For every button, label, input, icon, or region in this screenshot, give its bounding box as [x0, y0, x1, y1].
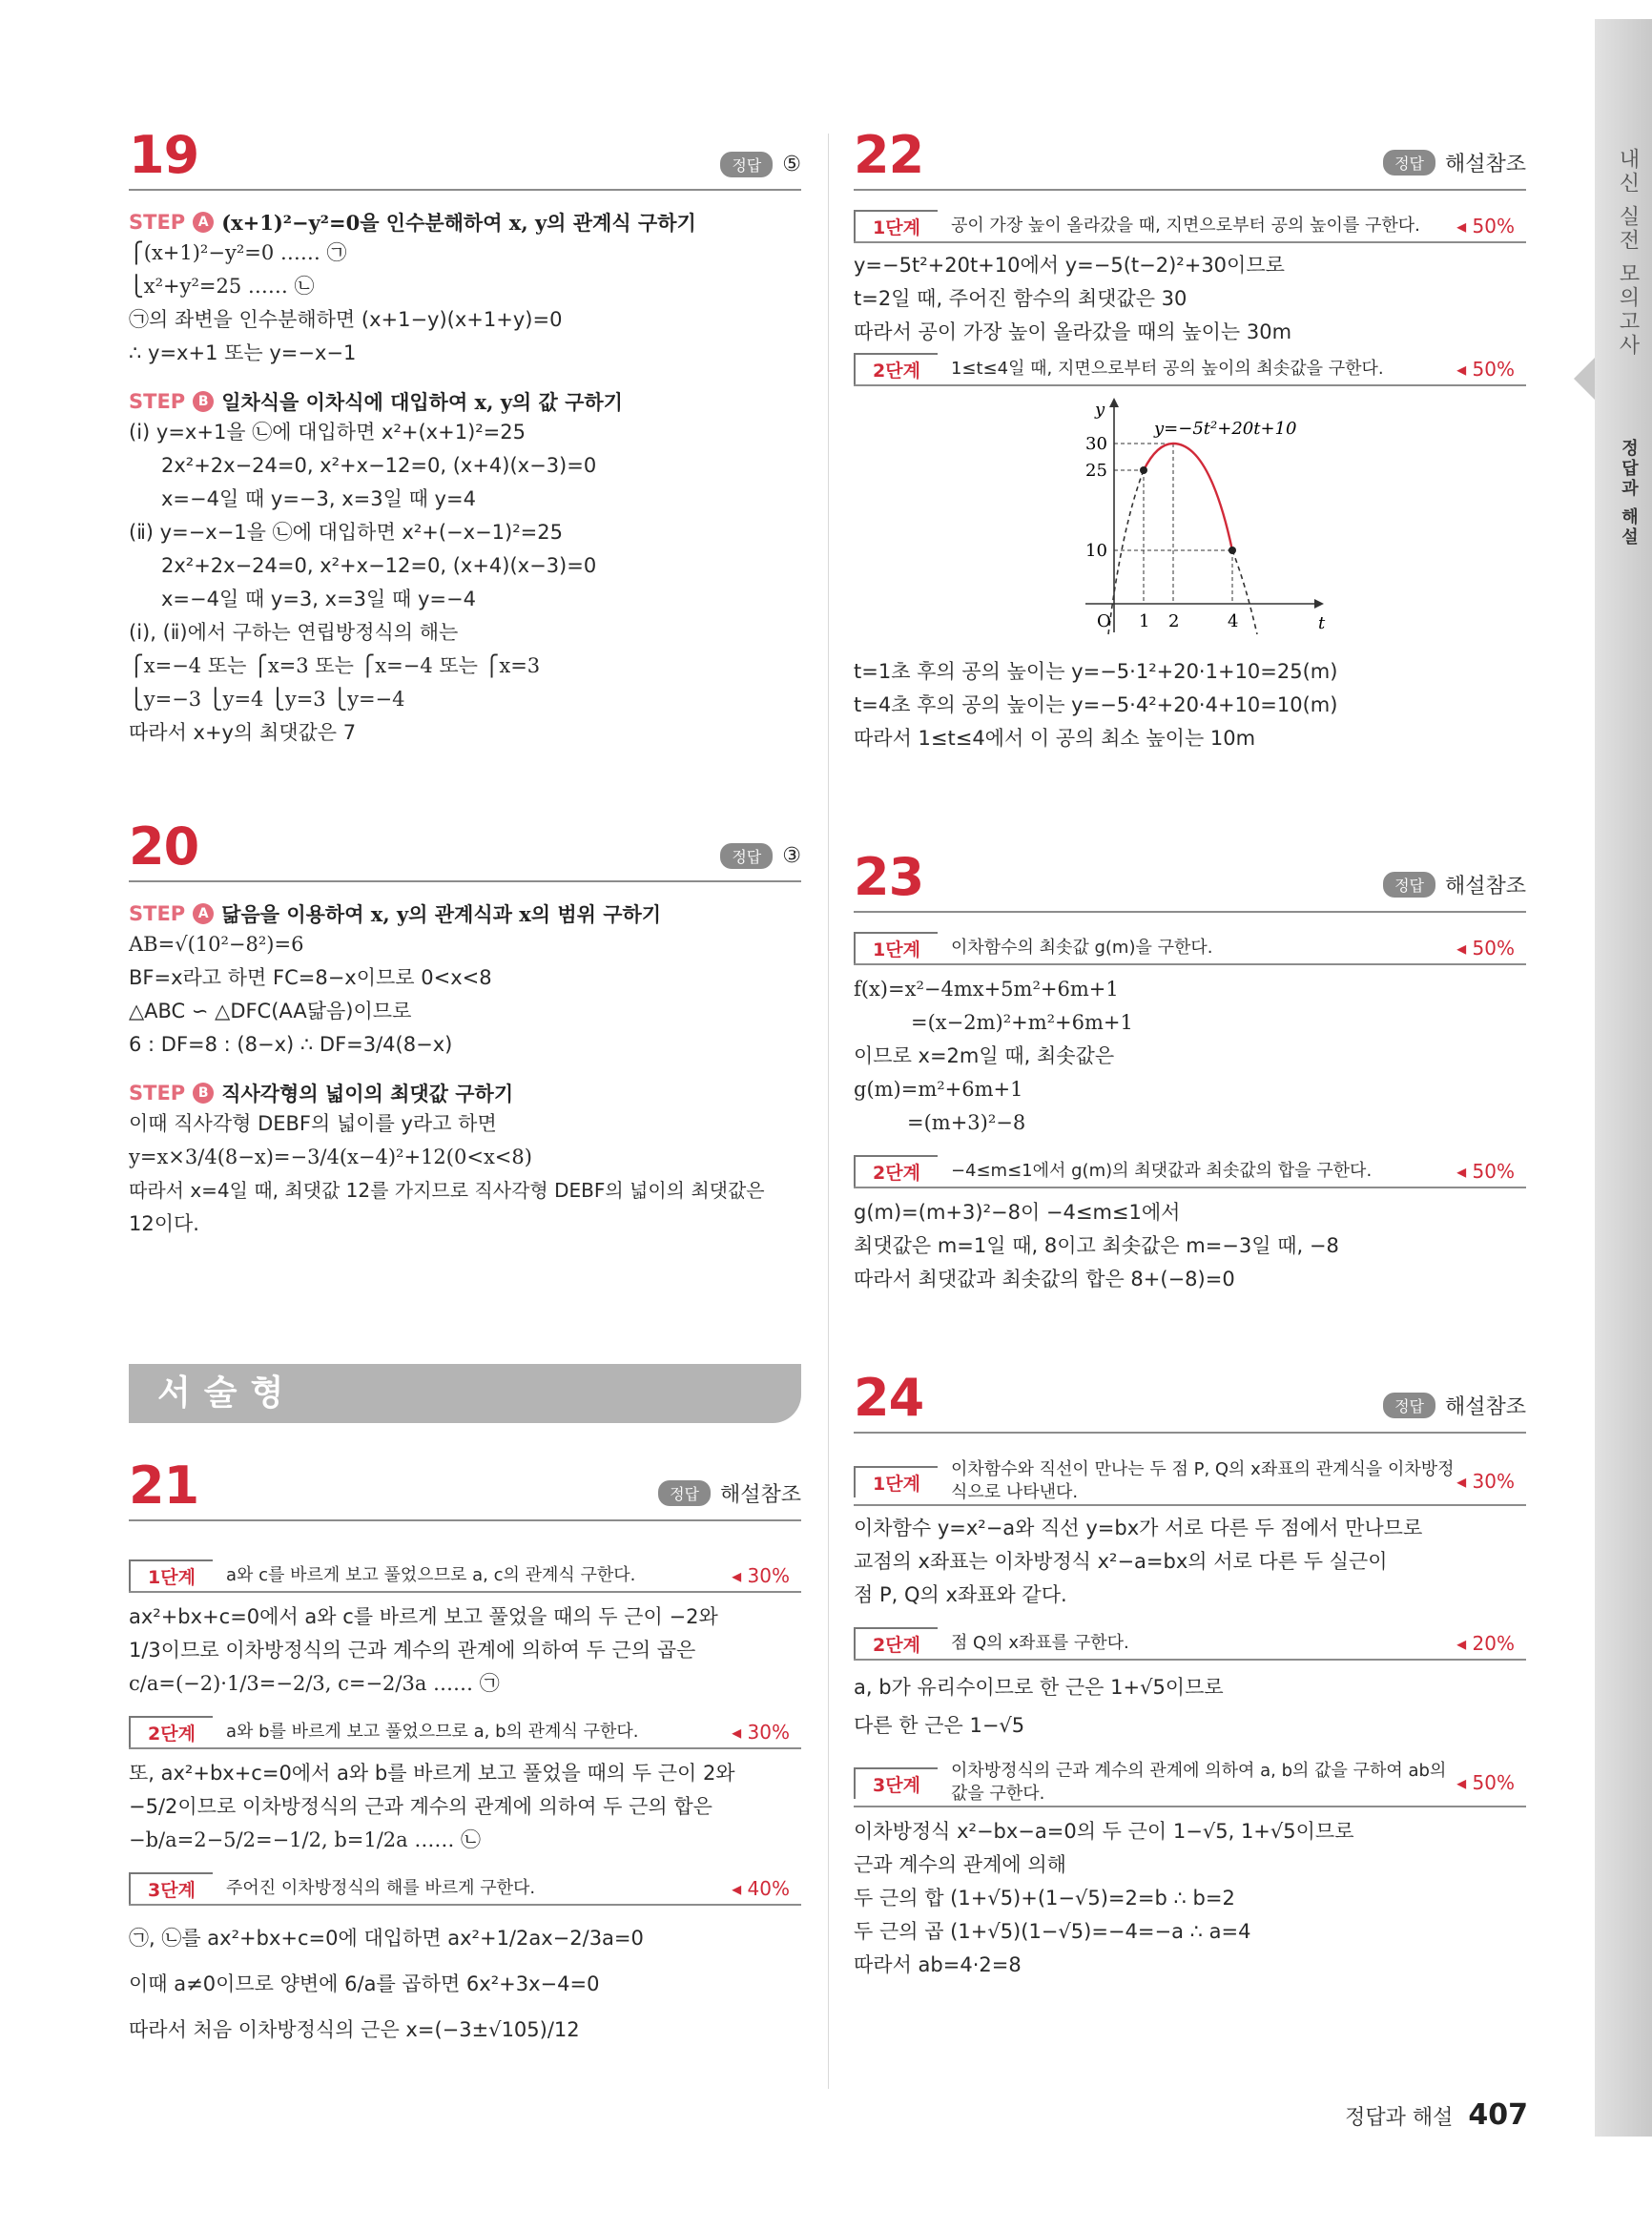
solution-line: 다른 한 근은 1−√5	[854, 1714, 1025, 1737]
solution-line: 두 근의 합 (1+√5)+(1−√5)=2=b ∴ b=2	[854, 1887, 1235, 1910]
ytick-25: 25	[1084, 461, 1107, 481]
solution-line: 이차방정식 x²−bx−a=0의 두 근이 1−√5, 1+√5이므로	[854, 1820, 1354, 1843]
step-title: 일차식을 이차식에 대입하여 x, y의 값 구하기	[221, 390, 623, 414]
solution-line: t=1초 후의 공의 높이는 y=−5·1²+20·1+10=25(m)	[854, 660, 1338, 683]
problem-header	[854, 846, 1526, 913]
answer	[720, 843, 801, 869]
solution-line: 12이다.	[129, 1212, 199, 1235]
stage-percent: ◂ 50%	[1456, 357, 1515, 381]
answer-value: ③	[782, 844, 801, 868]
step-letter: A	[193, 212, 214, 233]
solution-line: x=−4일 때 y=3, x=3일 때 y=−4	[161, 588, 476, 610]
solution-line: 최댓값은 m=1일 때, 8이고 최솟값은 m=−3일 때, −8	[854, 1234, 1339, 1257]
solution-line: BF=x라고 하면 FC=8−x이므로 0<x<8	[129, 966, 492, 989]
xtick-2: 2	[1167, 611, 1179, 631]
solution-line: 두 근의 곱 (1+√5)(1−√5)=−4=−a ∴ a=4	[854, 1920, 1251, 1943]
answer-badge: 정답	[720, 843, 773, 869]
answer-value: 해설참조	[719, 1483, 801, 1507]
problem-header	[129, 1455, 801, 1521]
step-b	[129, 1079, 801, 1107]
point-t4	[1229, 547, 1236, 554]
problem-24	[854, 1367, 1526, 1982]
stage-1	[854, 1458, 1526, 1506]
solution-line: g(m)=(m+3)²−8이 −4≤m≤1에서	[854, 1201, 1181, 1224]
problem-19	[129, 124, 801, 750]
solution-line: =(x−2m)²+m²+6m+1	[911, 1011, 1133, 1034]
origin-label: O	[1096, 611, 1111, 631]
stage-tag: 2단계	[854, 1627, 938, 1659]
point-t1	[1140, 466, 1147, 474]
solution-line: 따라서 ab=4·2=8	[854, 1953, 1022, 1976]
answer-value: 해설참조	[1444, 1395, 1526, 1419]
solution-line: t=2일 때, 주어진 함수의 최댓값은 30	[854, 287, 1187, 310]
step-letter: B	[193, 1083, 214, 1104]
solution-line: 따라서 공이 가장 높이 올라갔을 때의 높이는 30m	[854, 320, 1292, 343]
t-axis-arrow	[1314, 599, 1324, 609]
column-divider	[828, 134, 829, 2089]
y-axis-arrow	[1109, 398, 1119, 407]
answer	[1383, 1391, 1526, 1420]
step-tag: STEP	[129, 902, 186, 925]
stage-percent: ◂ 50%	[1456, 936, 1515, 960]
parabola-graph	[1047, 394, 1333, 642]
curve-solid	[1144, 444, 1232, 550]
solution-line: −b/a=2−5/2=−1/2, b=1/2a …… ㉡	[129, 1828, 482, 1851]
solution-line: g(m)=m²+6m+1	[854, 1078, 1023, 1101]
problem-header	[854, 1367, 1526, 1434]
step-title: 닮음을 이용하여 x, y의 관계식과 x의 범위 구하기	[221, 902, 662, 926]
step-a	[129, 899, 801, 928]
step-tag: STEP	[129, 390, 186, 413]
answer-value: 해설참조	[1444, 153, 1526, 176]
solution-line: ⎩x²+y²=25 …… ㉡	[129, 275, 315, 298]
page-footer	[1345, 2098, 1528, 2132]
solution-line: (ⅱ) y=−x−1을 ㉡에 대입하면 x²+(−x−1)²=25	[129, 521, 563, 544]
step-a	[129, 208, 801, 237]
solution-line: 따라서 x+y의 최댓값은 7	[129, 721, 357, 744]
stage-1	[854, 210, 1526, 243]
answer-badge: 정답	[720, 152, 773, 177]
solution-line: t=4초 후의 공의 높이는 y=−5·4²+20·4+10=10(m)	[854, 693, 1338, 716]
step-letter: A	[193, 903, 214, 924]
problem-number: 24	[854, 1368, 924, 1428]
solution-line: ⎧x=−4 또는 ⎧x=3 또는 ⎧x=−4 또는 ⎧x=3	[129, 654, 541, 677]
answer-badge: 정답	[1383, 872, 1435, 898]
stage-2	[854, 353, 1526, 386]
stage-text: 점 Q의 x좌표를 구한다.	[950, 1632, 1129, 1653]
answer-badge: 정답	[1383, 1393, 1435, 1418]
answer-value: ⑤	[782, 153, 801, 176]
stage-percent: ◂ 40%	[732, 1876, 790, 1900]
ytick-10: 10	[1084, 541, 1107, 561]
answer	[658, 1478, 801, 1508]
solution-line: △ABC ∽ △DFC(AA닮음)이므로	[129, 1000, 412, 1022]
stage-text: a와 c를 바르게 보고 풀었으므로 a, c의 관계식 구한다.	[225, 1564, 636, 1585]
side-tab-title: 내신 실전 모의고사	[1616, 148, 1640, 358]
problem-20	[129, 816, 801, 1241]
stage-text: −4≤m≤1에서 g(m)의 최댓값과 최솟값의 합을 구한다.	[950, 1160, 1373, 1181]
solution-line: −5/2이므로 이차방정식의 근과 계수의 관계에 의하여 두 근의 합은	[129, 1795, 712, 1818]
page-number: 407	[1468, 2098, 1528, 2132]
solution-line: x=−4일 때 y=−3, x=3일 때 y=4	[161, 487, 476, 510]
step-tag: STEP	[129, 211, 186, 234]
step-title: (x+1)²−y²=0을 인수분해하여 x, y의 관계식 구하기	[221, 211, 696, 235]
answer	[720, 152, 801, 177]
solution-line: 따라서 처음 이차방정식의 근은 x=(−3±√105)/12	[129, 2018, 580, 2041]
stage-3	[129, 1872, 801, 1906]
stage-2	[854, 1627, 1526, 1661]
solution-line: 따라서 최댓값과 최솟값의 합은 8+(−8)=0	[854, 1268, 1235, 1291]
stage-percent: ◂ 30%	[1456, 1470, 1515, 1493]
solution-line: 6 : DF=8 : (8−x) ∴ DF=3/4(8−x)	[129, 1033, 453, 1056]
stage-text: 주어진 이차방정식의 해를 바르게 구한다.	[225, 1877, 536, 1898]
problem-header	[854, 124, 1526, 191]
solution-line: 이므로 x=2m일 때, 최솟값은	[854, 1044, 1115, 1067]
stage-percent: ◂ 50%	[1456, 1159, 1515, 1183]
footer-label: 정답과 해설	[1345, 2106, 1454, 2130]
problem-number: 22	[854, 125, 924, 185]
problem-number: 20	[129, 816, 199, 877]
stage-tag: 2단계	[854, 1155, 938, 1187]
answer-badge: 정답	[658, 1480, 711, 1506]
step-tag: STEP	[129, 1082, 186, 1105]
solution-line: 1/3이므로 이차방정식의 근과 계수의 관계에 의하여 두 근의 곱은	[129, 1639, 696, 1662]
stage-tag: 1단계	[854, 1466, 938, 1497]
solution-line: (ⅰ), (ⅱ)에서 구하는 연립방정식의 해는	[129, 621, 459, 644]
stage-percent: ◂ 50%	[1456, 214, 1515, 237]
solution-line: c/a=(−2)·1/3=−2/3, c=−2/3a …… ㉠	[129, 1672, 500, 1695]
solution-line: ㉠의 좌변을 인수분해하면 (x+1−y)(x+1+y)=0	[129, 308, 563, 331]
xtick-4: 4	[1227, 611, 1238, 631]
solution-line: 또, ax²+bx+c=0에서 a와 b를 바르게 보고 풀었을 때의 두 근이 2와	[129, 1762, 735, 1785]
solution-line: 이때 a≠0이므로 양변에 6/a를 곱하면 6x²+3x−4=0	[129, 1972, 600, 1995]
answer-badge: 정답	[1383, 150, 1435, 176]
problem-22	[854, 124, 1526, 755]
stage-1	[854, 932, 1526, 965]
stage-text: 공이 가장 높이 올라갔을 때, 지면으로부터 공의 높이를 구한다.	[950, 215, 1420, 236]
stage-tag: 2단계	[129, 1716, 213, 1747]
problem-21	[129, 1455, 801, 2053]
problem-header	[129, 816, 801, 882]
solution-line: 근과 계수의 관계에 의해	[854, 1853, 1066, 1876]
solution-line: 2x²+2x−24=0, x²+x−12=0, (x+4)(x−3)=0	[161, 454, 597, 477]
stage-1	[129, 1559, 801, 1593]
side-tab	[1595, 19, 1652, 2137]
solution-line: 점 P, Q의 x좌표와 같다.	[854, 1583, 1067, 1606]
stage-text: a와 b를 바르게 보고 풀었으므로 a, b의 관계식 구한다.	[225, 1721, 639, 1742]
side-tab-arrow	[1574, 358, 1595, 400]
stage-text: 1≤t≤4일 때, 지면으로부터 공의 높이의 최솟값을 구한다.	[950, 358, 1384, 379]
stage-tag: 1단계	[129, 1559, 213, 1591]
solution-line: 따라서 1≤t≤4에서 이 공의 최소 높이는 10m	[854, 727, 1256, 750]
stage-tag: 1단계	[854, 932, 938, 963]
stage-tag: 3단계	[854, 1767, 938, 1799]
stage-percent: ◂ 30%	[732, 1563, 790, 1587]
stage-2	[854, 1155, 1526, 1188]
problem-number: 23	[854, 847, 924, 907]
solution-line: ax²+bx+c=0에서 a와 c를 바르게 보고 풀었을 때의 두 근이 −2와	[129, 1605, 718, 1628]
stage-text: 이차방정식의 근과 계수의 관계에 의하여 a, b의 값을 구하여 ab의 값을 구한다.	[950, 1761, 1447, 1804]
problem-23	[854, 846, 1526, 1296]
solution-line: (ⅰ) y=x+1을 ㉡에 대입하면 x²+(x+1)²=25	[129, 421, 526, 444]
stage-percent: ◂ 50%	[1456, 1771, 1515, 1794]
solution-line: 따라서 x=4일 때, 최댓값 12를 가지므로 직사각형 DEBF의 넓이의 최댓값은	[129, 1179, 765, 1202]
stage-percent: ◂ 30%	[732, 1720, 790, 1744]
stage-percent: ◂ 20%	[1456, 1631, 1515, 1655]
solution-line: 이차함수 y=x²−a와 직선 y=bx가 서로 다른 두 점에서 만나므로	[854, 1517, 1423, 1539]
solution-line: y=−5t²+20t+10에서 y=−5(t−2)²+30이므로	[854, 254, 1285, 277]
stage-tag: 2단계	[854, 353, 938, 384]
solution-line: ⎧(x+1)²−y²=0 …… ㉠	[129, 241, 347, 264]
solution-line: y=x×3/4(8−x)=−3/4(x−4)²+12(0<x<8)	[129, 1146, 532, 1168]
solution-line: a, b가 유리수이므로 한 근은 1+√5이므로	[854, 1676, 1224, 1699]
step-b	[129, 387, 801, 416]
problem-header	[129, 124, 801, 191]
solution-line: f(x)=x²−4mx+5m²+6m+1	[854, 978, 1119, 1001]
xtick-1: 1	[1138, 611, 1149, 631]
stage-3	[854, 1760, 1526, 1807]
stage-text: 이차함수와 직선이 만나는 두 점 P, Q의 x좌표의 관계식을 이차방정식으로 나타낸다.	[950, 1459, 1455, 1502]
solution-line: ㉠, ㉡를 ax²+bx+c=0에 대입하면 ax²+1/2ax−2/3a=0	[129, 1927, 644, 1950]
stage-text: 이차함수의 최솟값 g(m)을 구한다.	[950, 937, 1213, 958]
stage-tag: 1단계	[854, 210, 938, 241]
t-axis-label: t	[1317, 613, 1325, 633]
stage-2	[129, 1716, 801, 1749]
problem-number: 19	[129, 125, 199, 185]
side-tab-subtitle: 정답과 해설	[1619, 439, 1639, 548]
solution-line: ⎩y=−3 ⎩y=4 ⎩y=3 ⎩y=−4	[129, 688, 405, 711]
stage-tag: 3단계	[129, 1872, 213, 1904]
step-letter: B	[193, 391, 214, 412]
solution-line: 이때 직사각형 DEBF의 넓이를 y라고 하면	[129, 1112, 497, 1135]
ytick-30: 30	[1084, 434, 1107, 454]
section-banner: 서술형	[129, 1364, 801, 1423]
solution-line: =(m+3)²−8	[907, 1111, 1026, 1134]
solution-line: 교점의 x좌표는 이차방정식 x²−a=bx의 서로 다른 두 실근이	[854, 1550, 1388, 1573]
solution-line: ∴ y=x+1 또는 y=−x−1	[129, 341, 357, 364]
curve-label: y=−5t²+20t+10	[1153, 419, 1296, 439]
solution-line: AB=√(10²−8²)=6	[129, 933, 304, 956]
solution-line: 2x²+2x−24=0, x²+x−12=0, (x+4)(x−3)=0	[161, 554, 597, 577]
problem-number: 21	[129, 1456, 199, 1516]
answer-value: 해설참조	[1444, 875, 1526, 898]
step-title: 직사각형의 넓이의 최댓값 구하기	[221, 1082, 514, 1105]
y-axis-label: y	[1094, 400, 1105, 420]
answer	[1383, 870, 1526, 899]
answer	[1383, 148, 1526, 177]
